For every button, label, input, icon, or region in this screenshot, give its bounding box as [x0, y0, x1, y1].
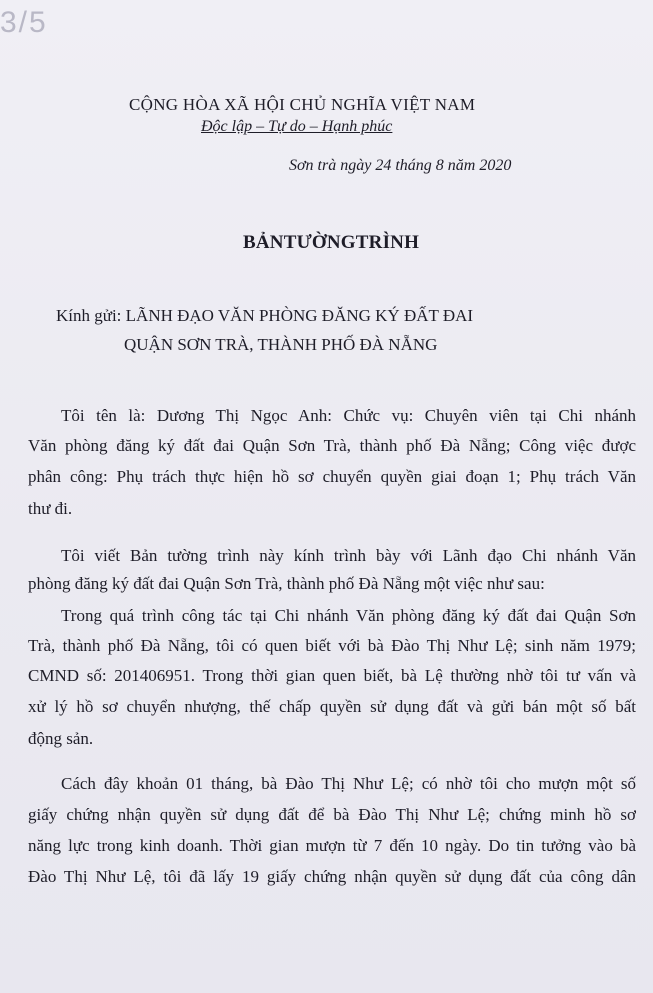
paragraph-3-line-5: động sản.: [28, 729, 94, 748]
paragraph-4-line-2: giấy chứng nhận quyền sử dụng đất để bà Đào Thị Như Lệ; chứng minh hồ sơ: [28, 805, 636, 824]
paragraph-2-line-1: Tôi viết Bản tường trình này kính trình bày với Lãnh đạo Chi nhánh Văn: [61, 546, 636, 565]
paragraph-4-line-4: Đào Thị Như Lệ, tôi đã lấy 19 giấy chứng nhận quyền sử dụng đất của công dân: [28, 867, 636, 886]
national-motto: Độc lập – Tự do – Hạnh phúc: [201, 118, 393, 135]
paragraph-3-line-2: Trà, thành phố Đà Nẵng, tôi có quen biết với bà Đào Thị Như Lệ; sinh năm 1979;: [28, 636, 636, 655]
paragraph-4-line-1: Cách đây khoản 01 tháng, bà Đào Thị Như Lệ; có nhờ tôi cho mượn một số: [61, 774, 636, 793]
paragraph-1-line-2: Văn phòng đăng ký đất đai Quận Sơn Trà, thành phố Đà Nẵng; Công việc được: [28, 436, 636, 455]
paragraph-4-line-3: năng lực trong kinh doanh. Thời gian mượn từ 7 đến 10 ngày. Do tin tưởng vào bà: [28, 836, 636, 855]
page-number-mark: 3/5: [0, 6, 48, 39]
paragraph-1-line-1: Tôi tên là: Dương Thị Ngọc Anh: Chức vụ: Chuyên viên tại Chi nhánh: [61, 406, 636, 425]
addressee-line-2: QUẬN SƠN TRÀ, THÀNH PHỐ ĐÀ NẴNG: [124, 335, 438, 354]
paragraph-2-line-2: phòng đăng ký đất đai Quận Sơn Trà, thành phố Đà Nẵng một việc như sau:: [28, 574, 545, 593]
paragraph-1-line-3: phân công: Phụ trách thực hiện hồ sơ chuyển quyền giai đoạn 1; Phụ trách Văn: [28, 467, 636, 486]
national-title: CỘNG HÒA XÃ HỘI CHỦ NGHĨA VIỆT NAM: [129, 95, 476, 114]
document-title: BẢNTƯỜNGTRÌNH: [243, 232, 420, 253]
paragraph-3-line-4: xử lý hồ sơ chuyển nhượng, thế chấp quyền sử dụng đất và gửi bán một số bất: [28, 697, 636, 716]
place-date: Sơn trà ngày 24 tháng 8 năm 2020: [289, 157, 512, 174]
paragraph-3-line-3: CMND số: 201406951. Trong thời gian quen biết, bà Lệ thường nhờ tôi tư vấn và: [28, 666, 636, 685]
paragraph-1-line-4: thư đi.: [28, 499, 73, 518]
addressee-line-1: Kính gửi: LÃNH ĐẠO VĂN PHÒNG ĐĂNG KÝ ĐẤT ĐAI: [56, 306, 474, 325]
paragraph-3-line-1: Trong quá trình công tác tại Chi nhánh Văn phòng đăng ký đất đai Quận Sơn: [61, 606, 636, 625]
